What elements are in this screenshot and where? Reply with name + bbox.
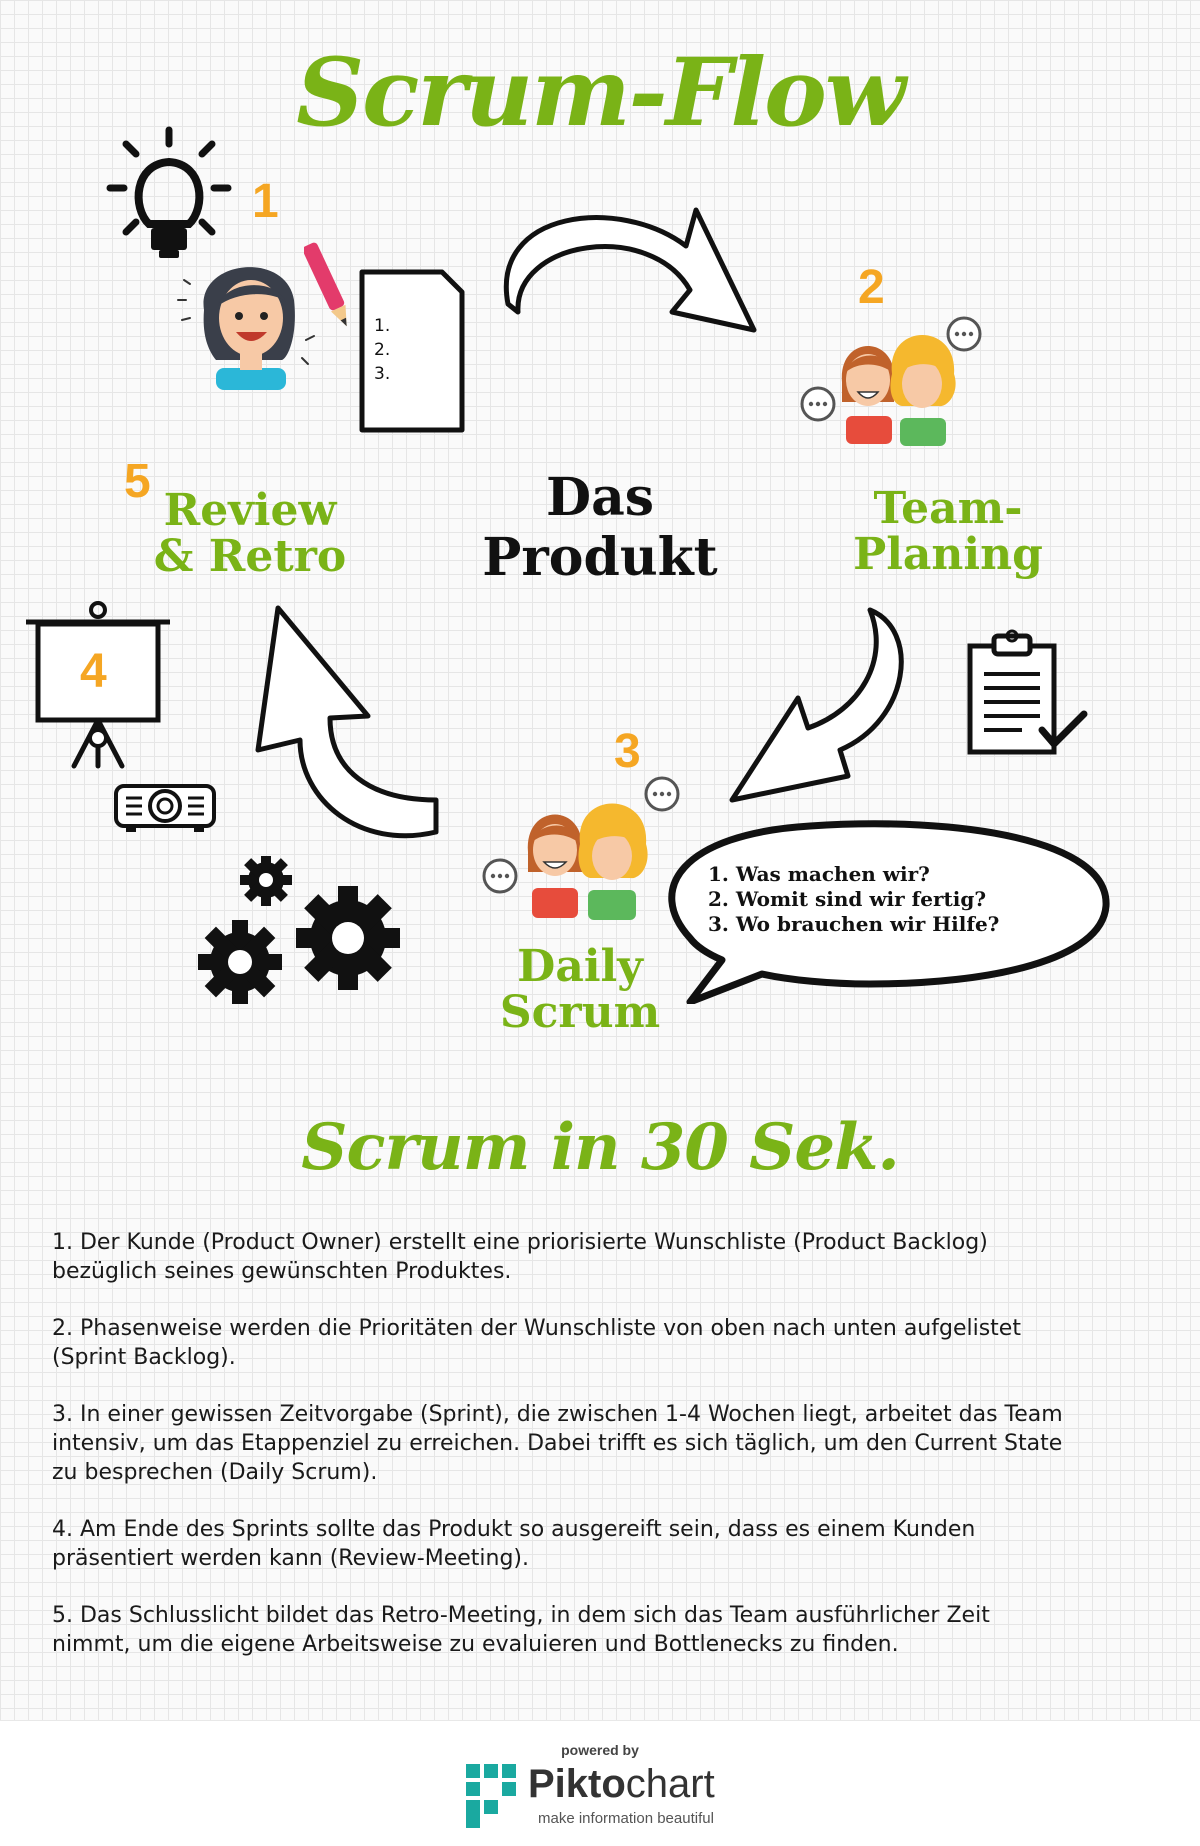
team-planing-people-icon	[798, 312, 988, 452]
step-1-number: 1	[252, 175, 279, 228]
gears-icon	[196, 856, 402, 1006]
section-subtitle: Scrum in 30 Sek.	[301, 1110, 899, 1185]
description-list	[52, 1228, 1072, 1687]
product-label: Das Produkt	[482, 467, 718, 588]
piktochart-logo-icon[interactable]	[466, 1764, 520, 1828]
pencil-icon	[304, 236, 354, 336]
paragraph: 4. Am Ende des Sprints sollte das Produkt so ausgereift sein, dass es einem Kunden präsentiert werden kann (Review-Meeting).	[52, 1517, 976, 1571]
arrow-to-review-retro	[250, 600, 450, 876]
step-4-number: 4	[80, 645, 107, 698]
clipboard-checklist-icon	[962, 626, 1090, 758]
document-list: 1. 2. 3.	[374, 316, 391, 384]
question-1: 1. Was machen wir?	[708, 862, 930, 886]
paragraph: 1. Der Kunde (Product Owner) erstellt eine priorisierte Wunschliste (Product Backlog) bezüglich seines gewünschten Produktes.	[52, 1230, 988, 1284]
question-2: 2. Womit sind wir fertig?	[708, 887, 987, 911]
team-planing-label: Team- Planing	[853, 483, 1043, 580]
arrow-to-team-planing	[500, 200, 770, 340]
paragraph: 5. Das Schlusslicht bildet das Retro-Meeting, in dem sich das Team ausführlicher Zeit nimmt, um die eigene Arbeitsweise zu evaluieren und Bottlenecks zu finden.	[52, 1603, 990, 1657]
paragraph: 3. In einer gewissen Zeitvorgabe (Sprint), die zwischen 1-4 Wochen liegt, arbeitet das Team intensiv, um das Etappenziel zu erreichen. Dabei trifft es sich täglich, um den Current State zu besprechen (Daily Scrum).	[52, 1402, 1063, 1485]
step-2-number: 2	[858, 261, 885, 314]
daily-scrum-label: Daily Scrum	[499, 941, 661, 1038]
arrow-to-daily-scrum	[720, 600, 930, 820]
review-retro-label: Review & Retro	[153, 485, 347, 582]
powered-by-label: powered by	[561, 1742, 639, 1758]
step-3-number: 3	[614, 725, 641, 778]
page-title: Scrum-Flow	[296, 38, 904, 148]
step-5-number: 5	[124, 455, 151, 508]
brand-tagline: make information beautiful	[538, 1810, 714, 1827]
piktochart-brand[interactable]: Piktochart	[528, 1762, 715, 1806]
projector-icon	[112, 778, 218, 834]
question-3: 3. Wo brauchen wir Hilfe?	[708, 912, 1000, 936]
paragraph: 2. Phasenweise werden die Prioritäten der Wunschliste von oben nach unten aufgelistet (Sprint Backlog).	[52, 1316, 1021, 1370]
daily-scrum-questions	[708, 862, 999, 937]
